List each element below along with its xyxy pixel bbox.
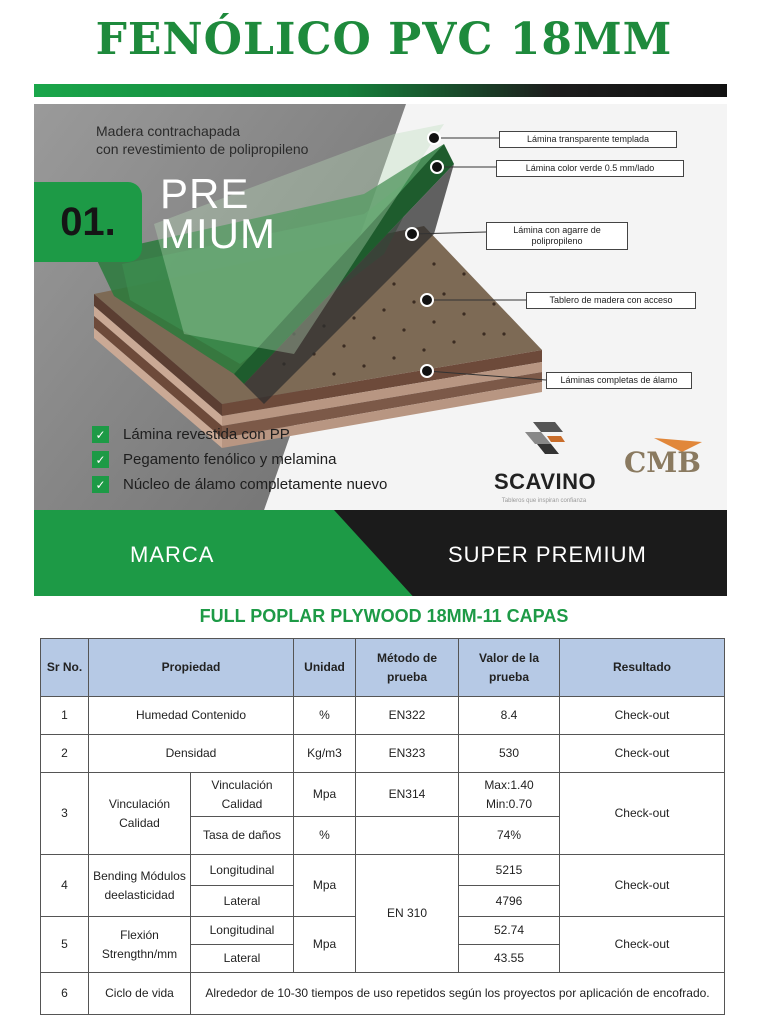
callout-poplar-sheets: Láminas completas de álamo: [546, 372, 692, 389]
table-header-row: [41, 639, 725, 697]
cmb-logo-mark: [624, 434, 704, 484]
spec-table-container: [40, 638, 724, 1015]
grade-label: SUPER PREMIUM: [448, 542, 647, 567]
header-test-method: Método de prueba: [356, 639, 459, 697]
svg-text:CMB: CMB: [624, 446, 701, 479]
table-row: 5 Flexión Strengthn/mm Longitudinal Mpa 52.74 Check-out: [41, 917, 725, 945]
product-description: Madera contrachapada con revestimiento de polipropileno: [96, 123, 309, 157]
feature-item: ✓ Núcleo de álamo completamente nuevo: [92, 472, 387, 497]
header-result: Resultado: [560, 639, 725, 697]
top-divider-bar: [34, 84, 727, 97]
feature-list: [92, 422, 387, 497]
callout-grip-sheet: Lámina con agarre de polipropileno: [486, 222, 628, 250]
callout-transparent-sheet: Lámina transparente templada: [499, 131, 677, 148]
cmb-logo: [624, 434, 704, 489]
table-row: Tasa de daños % 74%: [41, 817, 725, 855]
premium-label: PRE MIUM: [160, 170, 276, 257]
product-number-badge: 01.: [34, 182, 142, 262]
spec-table: [40, 638, 725, 1015]
checkmark-icon: ✓: [92, 426, 109, 443]
table-row: 2 Densidad Kg/m3 EN323 530 Check-out: [41, 735, 725, 773]
header-property: Propiedad: [89, 639, 294, 697]
table-row: 1 Humedad Contenido % EN322 8.4 Check-out: [41, 697, 725, 735]
callout-wood-board: Tablero de madera con acceso: [526, 292, 696, 309]
table-title: FULL POPLAR PLYWOOD 18MM-11 CAPAS: [199, 606, 569, 626]
product-panel: [34, 104, 727, 596]
table-row: 6 Ciclo de vida Alrededor de 10-30 tiempos de uso repetidos según los proyectos por aplicación de encofrado.: [41, 973, 725, 1015]
table-row: Lateral 4796: [41, 886, 725, 917]
feature-item: ✓ Lámina revestida con PP: [92, 422, 387, 447]
scavino-mark-icon: [521, 420, 567, 462]
feature-item: ✓ Pegamento fenólico y melamina: [92, 447, 387, 472]
scavino-logo: SCAVINO Tableros que inspiran confianza: [494, 420, 594, 504]
checkmark-icon: ✓: [92, 451, 109, 468]
page-title: FENÓLICO PVC 18MM: [95, 14, 673, 65]
table-row: 4 Bending Módulos deelasticidad Longitudinal Mpa EN 310 5215 Check-out: [41, 855, 725, 886]
checkmark-icon: ✓: [92, 476, 109, 493]
table-row: 3 Vinculación Calidad Vinculación Calidad Mpa EN314 Max:1.40 Min:0.70 Check-out: [41, 773, 725, 817]
header-test-value: Valor de la prueba: [459, 639, 560, 697]
callout-green-sheet: Lámina color verde 0.5 mm/lado: [496, 160, 684, 177]
brand-label: MARCA: [130, 542, 215, 567]
header-unit: Unidad: [294, 639, 356, 697]
table-row: Lateral 43.55: [41, 945, 725, 973]
header-sr-no: Sr No.: [41, 639, 89, 697]
